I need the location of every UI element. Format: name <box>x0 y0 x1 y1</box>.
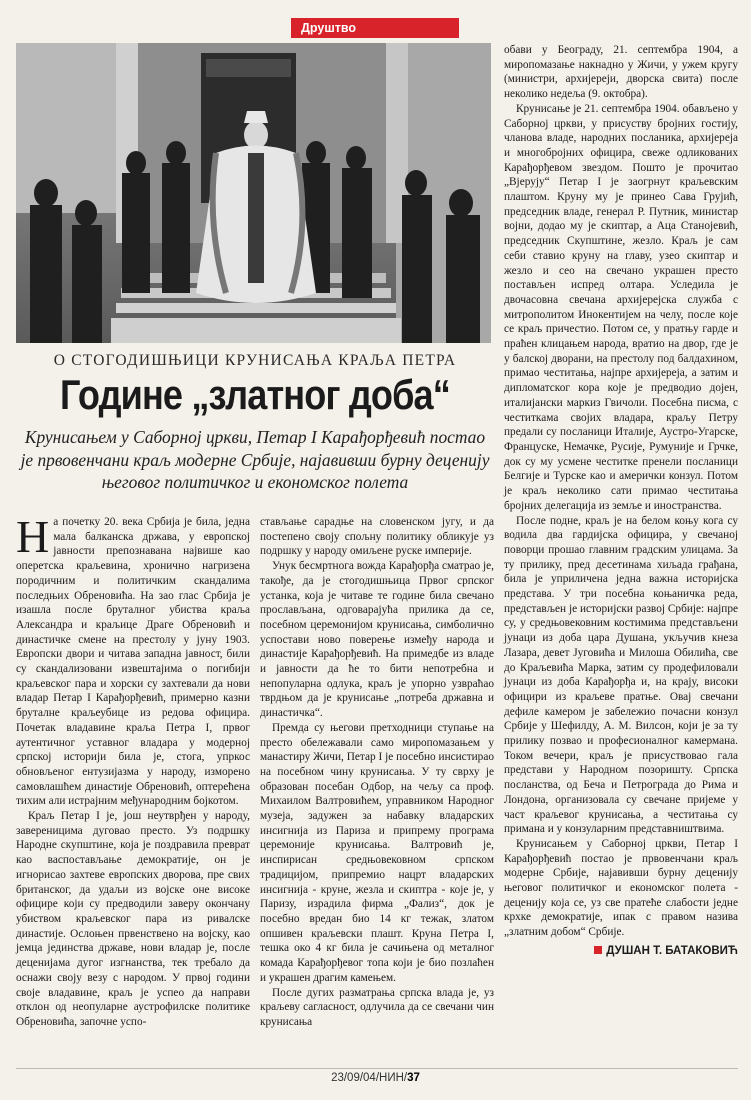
coronation-photo-image <box>16 43 491 343</box>
paragraph <box>16 511 250 809</box>
red-square-icon <box>594 946 602 954</box>
page-footer: 23/09/04/НИН/37 <box>331 1072 420 1084</box>
article-kicker: О СТОГОДИШЊИЦИ КРУНИСАЊА КРАЉА ПЕТРА <box>53 352 457 369</box>
article-column-2 <box>260 515 494 1030</box>
section-label: Друштво <box>291 18 459 38</box>
author-name: ДУШАН Т. БАТАКОВИЋ <box>606 944 738 957</box>
paragraph: После подне, краљ је на белом коњу кога су водила два гардијска официра, у свечаној поворци прошао главним градским улицама. За ту прилику, пред десетинама хиљада грађана, била је уприличена једна важна историјска представа. У три посебна коњаничка реда, представљен је историјски развој Србије: најпре су, у средњовековним костимима представљени јунаци из доба цара Душана, укључив кнеза Лазара, девет Југовића и Милоша Обилића, све до Краљевића Марка, затим су продефиловали јунаци из доба Карађорђа и, на крају, високи официри из краљеве пратње. Овај свечани дефиле камером је забележио почасни конзул Србије у Шефилду, А. М. Вилсон, који је за ту прилику позвао и професионалног камермана. Током вечери, краљ је присуствовао гала представи у Народном позоришту. Српска посланства, од Беча и Петрограда до Рима и Лондона, организовала су свечане пријеме у част краљевог крунисања, а честитања су примана и у конзуларним представништвима. <box>504 514 738 836</box>
paragraph: Краљ Петар I је, још неутврђен у народу, завереницима дуговао престо. Уз подршку Народне скупштине, која је поздравила преврат као васпостављање демократије, он је игнорисао захтеве европских дворова, пре свих британског, да удаљи из војске оне високе официре који су предводили заверу окончану убиством краљевског пара из ривалске династије. Ослоњен првенствено на војску, као јемца јединства државе, нови владар је, после деценијама дугог изгнанства, тек требало да оснажи своју везу с народом. У првој години своје владавине, краљ је успео да направи отклон од неопуларне аустрофилске политике Обреновића, започне успо- <box>16 810 250 1028</box>
drop-cap: Н <box>16 511 50 562</box>
paragraph: стављање сарадње на словенском југу, и да постепено своју спољну политику обликује уз подршку у народу омиљене руске империје. <box>260 516 494 558</box>
article-column-3 <box>504 43 738 959</box>
issue-date: 23/09/04 <box>331 1072 376 1084</box>
paragraph: После дугих разматрања српска влада је, уз краљеву сагласност, одлучила да се свечани чин крунисања <box>260 986 494 1028</box>
article-column-1 <box>16 511 250 1030</box>
page-number: 37 <box>407 1072 420 1084</box>
footer-divider <box>16 1068 738 1069</box>
paragraph: Премда су његови претходници ступање на престо обележавали само миропомазањем у манастиру Жичи, Петар I је посебно инсистирао на посебном чину крунисања. У ту сврху је образован посебан Одбор, на чељу са проф. Михаилом Валтровићем, управником Народног музеја, задужен за набавку владарских инсигнија из Париза и припрему програма церемоније крунисања. Валтровић је, инспирисан средњовековном српском традицијом, припремио нацрт владарских инсигнија - круне, жезла и скиптра - које је, у Паризу, израдила фирма „Фализ“, док је посебно вредан био 14 кг тежак, златом опшивен краљевски плашт. Круна Петра I, тешка око 4 кг била је сачињена од металног комада Карађорђевог топа који је био позлаћен и украшен драгим камењем. <box>260 721 494 984</box>
paragraph: Крунисање је 21. септембра 1904. обављено у Саборној цркви, у присуству бројних гостију, чланова владе, народних посланика, архијереја и многобројних официра, свеже одликованих Карађорђевом звездом. Пошто је прочитао „Вјерују“ Петар I је заогрнут краљевским плаштом. Круну му је принео Сава Грујић, председник владе, генерал Р. Путник, министар војни, додао му је скиптар, а Аца Станојевић, председник Скупштине, жезло. Краљ је сам себи ставио круну на главу, узео скиптар и жезло и сео на свечано украшен престо постављен испред олтара. Уследила је двочасовна свечана архијерејска служба с митрополитом Инокентијем на челу, после које се краљ причестио. Потом се, у пратњу гарде и праћен клицањем народа, вратио на двор, где је у балској дворани, на престолу под балдахином, примао честитања, најпре архијереја, а затим и дипломатског кора које је предводио дојен, италијански маркиз Гвичоли. Посебна писма, с честиткама својих владара, краљу Петру предали су посланици Италије, Аустро-Угарске, Француске, Немачке, Русије, Румуније и Грчке, док су му усмене честитке пренели посланици Белгије и Турске као и амерички конзул. Потом је краљ неколико сати примао честитања бројних делегација из земље и иностранства. <box>504 102 738 512</box>
magazine-name: НИН <box>379 1072 404 1084</box>
article-deck: Крунисањем у Саборној цркви, Петар I Карађорђевић постао је првовенчани краљ модерне Србије, најавивши бурну деценију његовог политичког и економског полета <box>20 427 490 492</box>
paragraph: Унук бесмртнога вожда Карађорђа сматрао је, такође, да је стогодишњица Првог српског устанка, која је читаве те године била свечано прослављана, одговарајућа прилика да се, посебном церемонијом крунисања, симболично успостави ново поверење између народа и династије Карађорђевић. На примедбе из владе и јавности да ће то бити непотребна и непопуларна одлука, краљ је упорно узвраћао тврдњом да је крунисање „потреба државна и династичка“. <box>260 560 494 720</box>
paragraph-text: а почетку 20. века Србија је била, једна мала балканска држава, у европској јавности препознавана највише као оперетска краљевина, хронично нагризена породичним и политичким скандалима последњих Обреновића. На зао глас Србија је изашла после бруталног убиства краља Александра и краљице Драге Обреновић и династичке смене на престолу у јуну 1903. Европски двори и читава западна јавност, били су скандализовани извештајима о погибији краљевског пара и хорски су захтевали да нови владар Петар I Карађорђевић, примерно казни бруталне краљеубице из редова официра. Почетак владавине краља Петра I, првог аутентичног уставног владара у модерној српској историји била је, стога, упркос обновљеног ентузијазма у народу, изморено самовлашћем династије Обреновић, оптерећена тихим али истрајним међународним бојкотом. <box>16 516 250 808</box>
coronation-photo <box>16 43 491 343</box>
paragraph: обави у Београду, 21. септембра 1904, а миропомазање накнадно у Жичи, у ужем кругу (министри, архијереји, дворска свита) после неколико недеља (9. октобра). <box>504 44 738 101</box>
author-byline <box>504 944 738 959</box>
paragraph: Крунисањем у Саборној цркви, Петар I Карађорђевић постао је првовенчани краљ модерне Србије, најавивши бурну деценију његовог политичког и економског полета - деценију која се, уз све пратеће слабости једне крхке демократије, ипак с правом назива „златним добом“ Србије. <box>504 837 738 939</box>
article-headline: Године „златног доба“ <box>60 371 450 418</box>
